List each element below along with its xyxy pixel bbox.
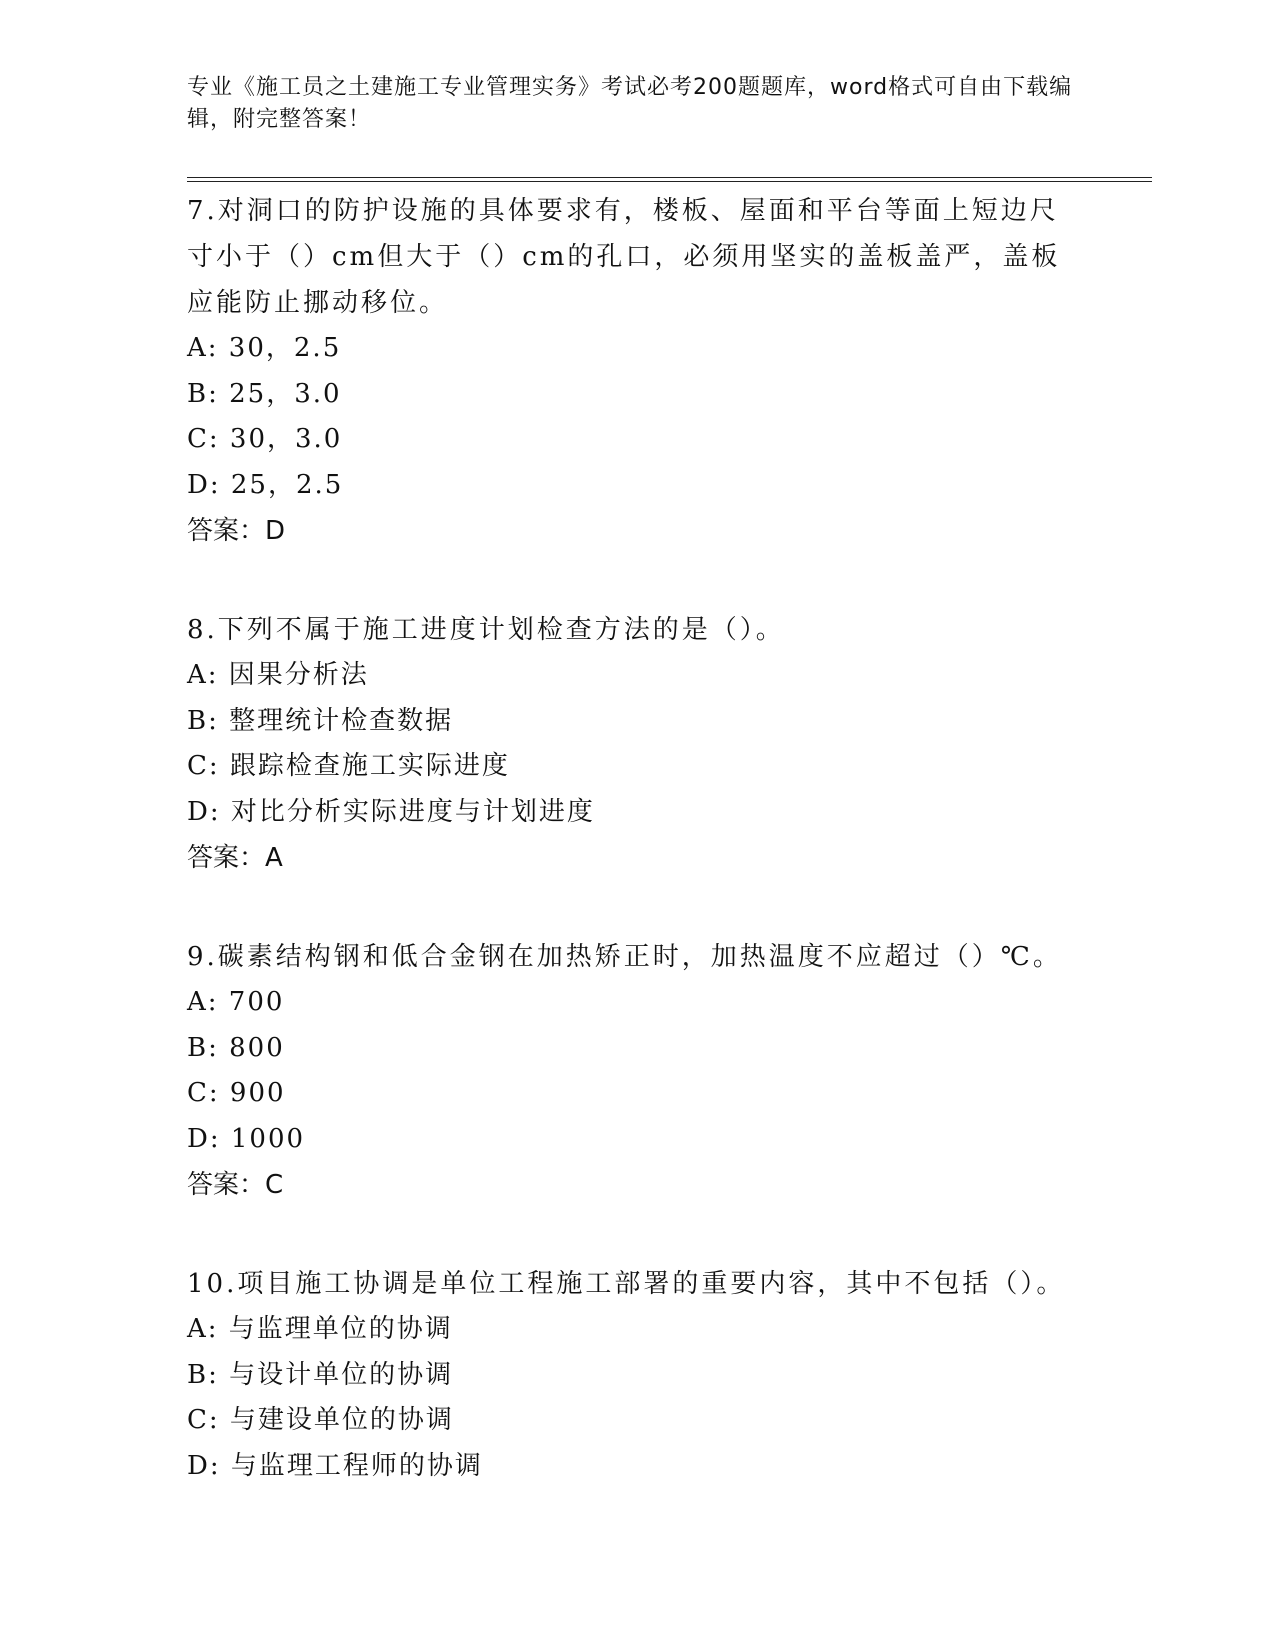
question-stem: 7.对洞口的防护设施的具体要求有，楼板、屋面和平台等面上短边尺寸小于（）cm但大于（）cm的孔口，必须用坚实的盖板盖严，盖板应能防止挪动移位。 (187, 196, 1061, 318)
option-b: B: 整理统计检查数据 (187, 705, 454, 736)
option-a: A: 30，2.5 (187, 333, 342, 363)
option-b: B: 800 (187, 1032, 285, 1063)
question-stem: 8.下列不属于施工进度计划检查方法的是（）。 (187, 615, 785, 645)
option-c: C: 900 (187, 1078, 286, 1108)
question-list (187, 188, 1087, 1542)
option-c: C: 跟踪检查施工实际进度 (187, 751, 510, 781)
question-stem: 9.碳素结构钢和低合金钢在加热矫正时，加热温度不应超过（）℃。 (187, 942, 1062, 972)
question-7 (187, 188, 1087, 554)
answer-line: 答案：C (187, 1170, 284, 1200)
document-header: 专业《施工员之土建施工专业管理实务》考试必考200题题库，word格式可自由下载编辑，附完整答案！ (187, 75, 1073, 132)
option-d: D: 25，2.5 (187, 469, 344, 500)
option-b: B: 与设计单位的协调 (187, 1359, 454, 1390)
option-a: A: 700 (187, 987, 285, 1017)
header-rule-bottom (187, 181, 1152, 182)
option-a: A: 与监理单位的协调 (187, 1314, 453, 1344)
option-b: B: 25，3.0 (187, 378, 342, 409)
answer-line: 答案：A (187, 843, 283, 873)
option-c: C: 与建设单位的协调 (187, 1405, 454, 1435)
option-a: A: 因果分析法 (187, 660, 369, 690)
option-d: D: 1000 (187, 1123, 306, 1154)
option-d: D: 与监理工程师的协调 (187, 1450, 483, 1481)
question-10 (187, 1261, 1087, 1489)
question-stem: 10.项目施工协调是单位工程施工部署的重要内容，其中不包括（）。 (187, 1269, 1066, 1299)
question-9 (187, 934, 1087, 1208)
header-rule-top (187, 177, 1152, 178)
question-8 (187, 607, 1087, 881)
option-d: D: 对比分析实际进度与计划进度 (187, 796, 595, 827)
option-c: C: 30，3.0 (187, 424, 343, 454)
answer-line: 答案：D (187, 516, 286, 546)
